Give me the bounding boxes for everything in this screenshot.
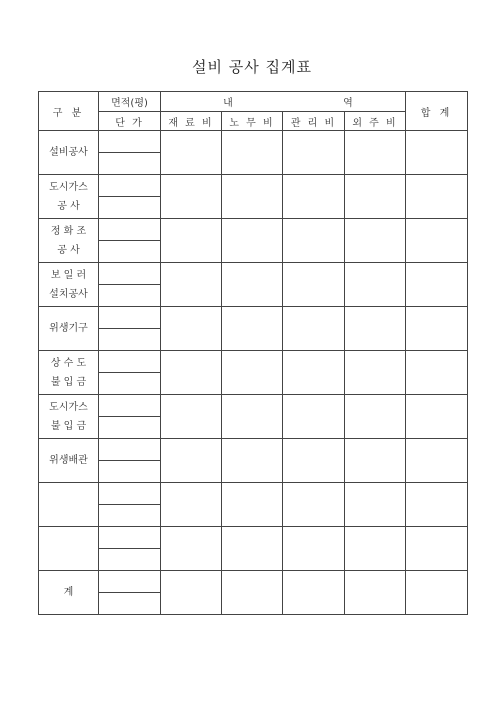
- unit-price-cell[interactable]: [99, 417, 161, 439]
- area-cell[interactable]: [99, 351, 161, 373]
- table-row: [39, 571, 468, 593]
- materials-cell[interactable]: [161, 483, 222, 527]
- unit-price-cell[interactable]: [99, 505, 161, 527]
- unit-price-cell[interactable]: [99, 153, 161, 175]
- labor-cell[interactable]: [222, 263, 283, 307]
- materials-cell[interactable]: [161, 219, 222, 263]
- outsourcing-cell[interactable]: [345, 527, 406, 571]
- management-cell[interactable]: [283, 395, 345, 439]
- materials-cell[interactable]: [161, 527, 222, 571]
- labor-cell[interactable]: [222, 483, 283, 527]
- row-label: [39, 483, 99, 527]
- labor-cell[interactable]: [222, 307, 283, 351]
- labor-cell[interactable]: [222, 571, 283, 615]
- total-cell[interactable]: [406, 351, 468, 395]
- labor-cell[interactable]: [222, 439, 283, 483]
- summary-table: [38, 91, 468, 615]
- management-cell[interactable]: [283, 351, 345, 395]
- table-row: [39, 527, 468, 549]
- management-cell[interactable]: [283, 219, 345, 263]
- table-row: [39, 307, 468, 329]
- unit-price-cell[interactable]: [99, 329, 161, 351]
- category-header: 구 분: [39, 92, 99, 131]
- page-title: 설비 공사 집계표: [192, 58, 312, 76]
- breakdown-right-label: 역: [343, 98, 353, 109]
- header-row-1: [39, 92, 468, 112]
- materials-cell[interactable]: [161, 395, 222, 439]
- row-label: 보 일 러 설치공사: [39, 263, 99, 307]
- management-cell[interactable]: [283, 439, 345, 483]
- materials-cell[interactable]: [161, 307, 222, 351]
- outsourcing-cell[interactable]: [345, 439, 406, 483]
- outsourcing-cell[interactable]: [345, 219, 406, 263]
- outsourcing-cell[interactable]: [345, 263, 406, 307]
- management-cell[interactable]: [283, 263, 345, 307]
- outsourcing-cell[interactable]: [345, 307, 406, 351]
- total-cell[interactable]: [406, 395, 468, 439]
- total-cell[interactable]: [406, 527, 468, 571]
- outsourcing-cell[interactable]: [345, 571, 406, 615]
- row-label: 정 화 조 공 사: [39, 219, 99, 263]
- outsourcing-cell[interactable]: [345, 131, 406, 175]
- table-row: [39, 263, 468, 285]
- row-label: 계: [39, 571, 99, 615]
- table-row: [39, 131, 468, 153]
- unit-price-cell[interactable]: [99, 549, 161, 571]
- area-cell[interactable]: [99, 131, 161, 153]
- row-label: 상 수 도 불 입 금: [39, 351, 99, 395]
- labor-cell[interactable]: [222, 219, 283, 263]
- table-row: [39, 351, 468, 373]
- total-cell[interactable]: [406, 219, 468, 263]
- row-label: 설비공사: [39, 131, 99, 175]
- total-cell[interactable]: [406, 131, 468, 175]
- outsourcing-cell[interactable]: [345, 395, 406, 439]
- table-row: [39, 175, 468, 197]
- total-cell[interactable]: [406, 439, 468, 483]
- management-cell[interactable]: [283, 527, 345, 571]
- breakdown-header: [161, 92, 406, 112]
- table-row: [39, 395, 468, 417]
- total-header: 합 계: [406, 92, 468, 131]
- labor-cell[interactable]: [222, 175, 283, 219]
- total-cell[interactable]: [406, 175, 468, 219]
- management-cell[interactable]: [283, 483, 345, 527]
- materials-cell[interactable]: [161, 351, 222, 395]
- row-label: 위생기구: [39, 307, 99, 351]
- breakdown-left-label: 내: [223, 98, 233, 109]
- unit-price-header: 단 가: [99, 112, 161, 131]
- management-cell[interactable]: [283, 571, 345, 615]
- outsourcing-header: 외 주 비: [345, 112, 406, 131]
- unit-price-cell[interactable]: [99, 373, 161, 395]
- labor-cell[interactable]: [222, 395, 283, 439]
- area-cell[interactable]: [99, 395, 161, 417]
- area-cell[interactable]: [99, 307, 161, 329]
- header-row-2: [39, 112, 468, 131]
- table-row: [39, 483, 468, 505]
- management-header: 관 리 비: [283, 112, 345, 131]
- unit-price-cell[interactable]: [99, 593, 161, 615]
- management-cell[interactable]: [283, 307, 345, 351]
- materials-cell[interactable]: [161, 439, 222, 483]
- labor-cell[interactable]: [222, 527, 283, 571]
- unit-price-cell[interactable]: [99, 241, 161, 263]
- management-cell[interactable]: [283, 131, 345, 175]
- area-cell[interactable]: [99, 263, 161, 285]
- outsourcing-cell[interactable]: [345, 351, 406, 395]
- materials-header: 재 료 비: [161, 112, 222, 131]
- table-body: [39, 92, 468, 615]
- labor-cell[interactable]: [222, 131, 283, 175]
- table-row: [39, 439, 468, 461]
- total-cell[interactable]: [406, 483, 468, 527]
- area-cell[interactable]: [99, 571, 161, 593]
- unit-price-cell[interactable]: [99, 461, 161, 483]
- unit-price-cell[interactable]: [99, 197, 161, 219]
- unit-price-cell[interactable]: [99, 285, 161, 307]
- materials-cell[interactable]: [161, 263, 222, 307]
- area-cell[interactable]: [99, 439, 161, 461]
- labor-header: 노 무 비: [222, 112, 283, 131]
- materials-cell[interactable]: [161, 131, 222, 175]
- area-cell[interactable]: [99, 219, 161, 241]
- row-label: 도시가스 불 입 금: [39, 395, 99, 439]
- total-cell[interactable]: [406, 263, 468, 307]
- total-cell[interactable]: [406, 571, 468, 615]
- row-label: [39, 527, 99, 571]
- area-cell[interactable]: [99, 175, 161, 197]
- materials-cell[interactable]: [161, 571, 222, 615]
- total-cell[interactable]: [406, 307, 468, 351]
- table-row: [39, 219, 468, 241]
- row-label: 위생배관: [39, 439, 99, 483]
- materials-cell[interactable]: [161, 175, 222, 219]
- area-cell[interactable]: [99, 483, 161, 505]
- area-header: 면적(평): [99, 92, 161, 112]
- outsourcing-cell[interactable]: [345, 175, 406, 219]
- management-cell[interactable]: [283, 175, 345, 219]
- labor-cell[interactable]: [222, 351, 283, 395]
- outsourcing-cell[interactable]: [345, 483, 406, 527]
- area-cell[interactable]: [99, 527, 161, 549]
- row-label: 도시가스 공 사: [39, 175, 99, 219]
